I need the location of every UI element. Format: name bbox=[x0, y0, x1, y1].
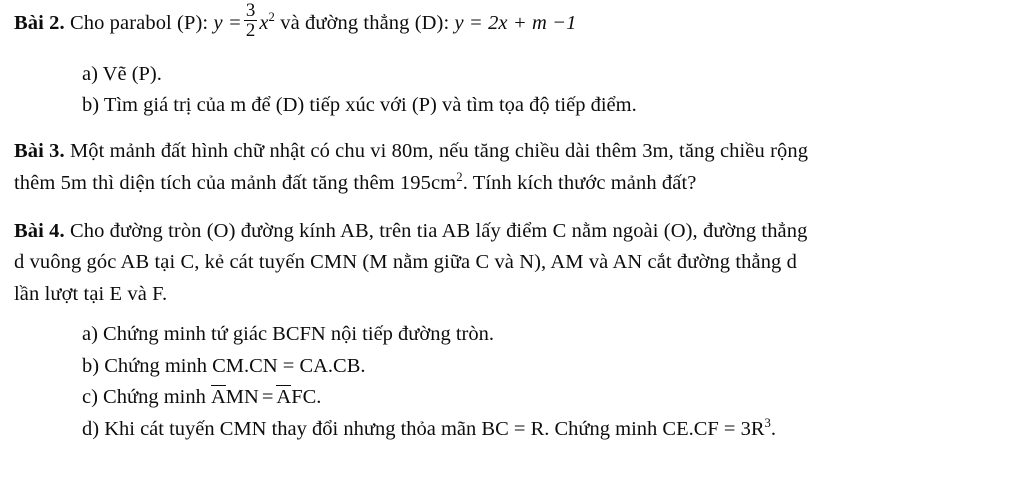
exercise-bai-4-item-d-exponent: 3 bbox=[764, 416, 771, 431]
exercise-bai-3-line-1 bbox=[14, 136, 1006, 168]
spacer bbox=[14, 202, 1006, 216]
equation-parabola-exponent: 2 bbox=[268, 10, 275, 25]
angle-afc bbox=[276, 386, 316, 408]
exercise-bai-4-item-c-prefix: c) Chứng minh bbox=[82, 386, 206, 409]
exercise-bai-2-intro-middle: và đường thẳng (D): bbox=[280, 12, 450, 35]
exercise-bai-4-item-d-suffix: . bbox=[770, 418, 777, 441]
equation-parabola bbox=[213, 0, 275, 42]
exercise-bai-4-item-c-suffix: . bbox=[316, 386, 322, 409]
exercise-bai-4-item-b: b) Chứng minh CM.CN = CA.CB. bbox=[82, 354, 366, 377]
equation-parabola-lhs: y = bbox=[213, 12, 242, 35]
exercise-bai-2-statement bbox=[14, 0, 1006, 45]
exercise-bai-4-line-1 bbox=[14, 216, 1006, 248]
exercise-bai-3-text-3: . Tính kích thước mảnh đất? bbox=[462, 171, 697, 194]
exercise-bai-4-line-3: lần lượt tại E và F. bbox=[14, 283, 168, 306]
spacer bbox=[14, 122, 1006, 136]
exercise-bai-4-text-1: Cho đường tròn (O) đường kính AB, trên tia AB lấy điểm C nằm ngoài (O), đường thẳng bbox=[69, 219, 808, 242]
exercise-bai-4-line-2: d vuông góc AB tại C, kẻ cát tuyến CMN (M nằm giữa C và N), AM và AN cắt đường thẳng d bbox=[14, 251, 797, 274]
exercise-bai-3-line-2 bbox=[14, 168, 1006, 200]
exercise-bai-3-label: Bài 3. bbox=[14, 140, 65, 163]
spacer bbox=[14, 47, 1006, 59]
angle-amn-bar: A bbox=[210, 386, 226, 409]
angle-afc-bar: A bbox=[276, 386, 292, 409]
angle-amn bbox=[211, 386, 259, 408]
angle-afc-rest: FC bbox=[291, 386, 317, 409]
exercise-bai-2-item-b: b) Tìm giá trị của m để (D) tiếp xúc với (P) và tìm tọa độ tiếp điểm. bbox=[82, 94, 637, 117]
exercise-bai-2-item-a: a) Vẽ (P). bbox=[82, 62, 162, 85]
exercise-bai-2-intro: Cho parabol (P): bbox=[69, 12, 209, 35]
equation-line: y = 2x + m −1 bbox=[454, 12, 577, 35]
exercise-bai-4-label: Bài 4. bbox=[14, 219, 65, 242]
exercise-bai-2 bbox=[14, 0, 1006, 45]
exercise-bai-4-item-c bbox=[82, 382, 1006, 414]
exercise-bai-4 bbox=[14, 216, 1006, 311]
exercise-bai-4-item-a: a) Chứng minh tứ giác BCFN nội tiếp đường tròn. bbox=[82, 322, 495, 345]
equation-parabola-variable: x bbox=[259, 12, 269, 35]
fraction-three-halves bbox=[244, 1, 258, 42]
angle-equals-sign: = bbox=[261, 386, 274, 409]
exercise-bai-3-text-2: thêm 5m thì diện tích của mảnh đất tăng thêm 195cm bbox=[14, 171, 457, 194]
fraction-numerator: 3 bbox=[245, 0, 256, 21]
exercise-bai-3-area-exponent: 2 bbox=[456, 170, 463, 185]
exercise-bai-2-label: Bài 2. bbox=[14, 12, 65, 35]
angle-amn-rest: MN bbox=[225, 386, 259, 409]
exercise-bai-3 bbox=[14, 136, 1006, 200]
exercise-bai-4-item-d-prefix: d) Khi cát tuyến CMN thay đổi nhưng thỏa mãn BC = R. Chứng minh CE.CF = 3R bbox=[82, 418, 765, 441]
exercise-bai-4-item-d bbox=[82, 414, 1006, 446]
exercise-bai-3-text-1: Một mảnh đất hình chữ nhật có chu vi 80m, nếu tăng chiều dài thêm 3m, tăng chiều rộng bbox=[69, 140, 809, 163]
fraction-denominator: 2 bbox=[245, 20, 256, 42]
